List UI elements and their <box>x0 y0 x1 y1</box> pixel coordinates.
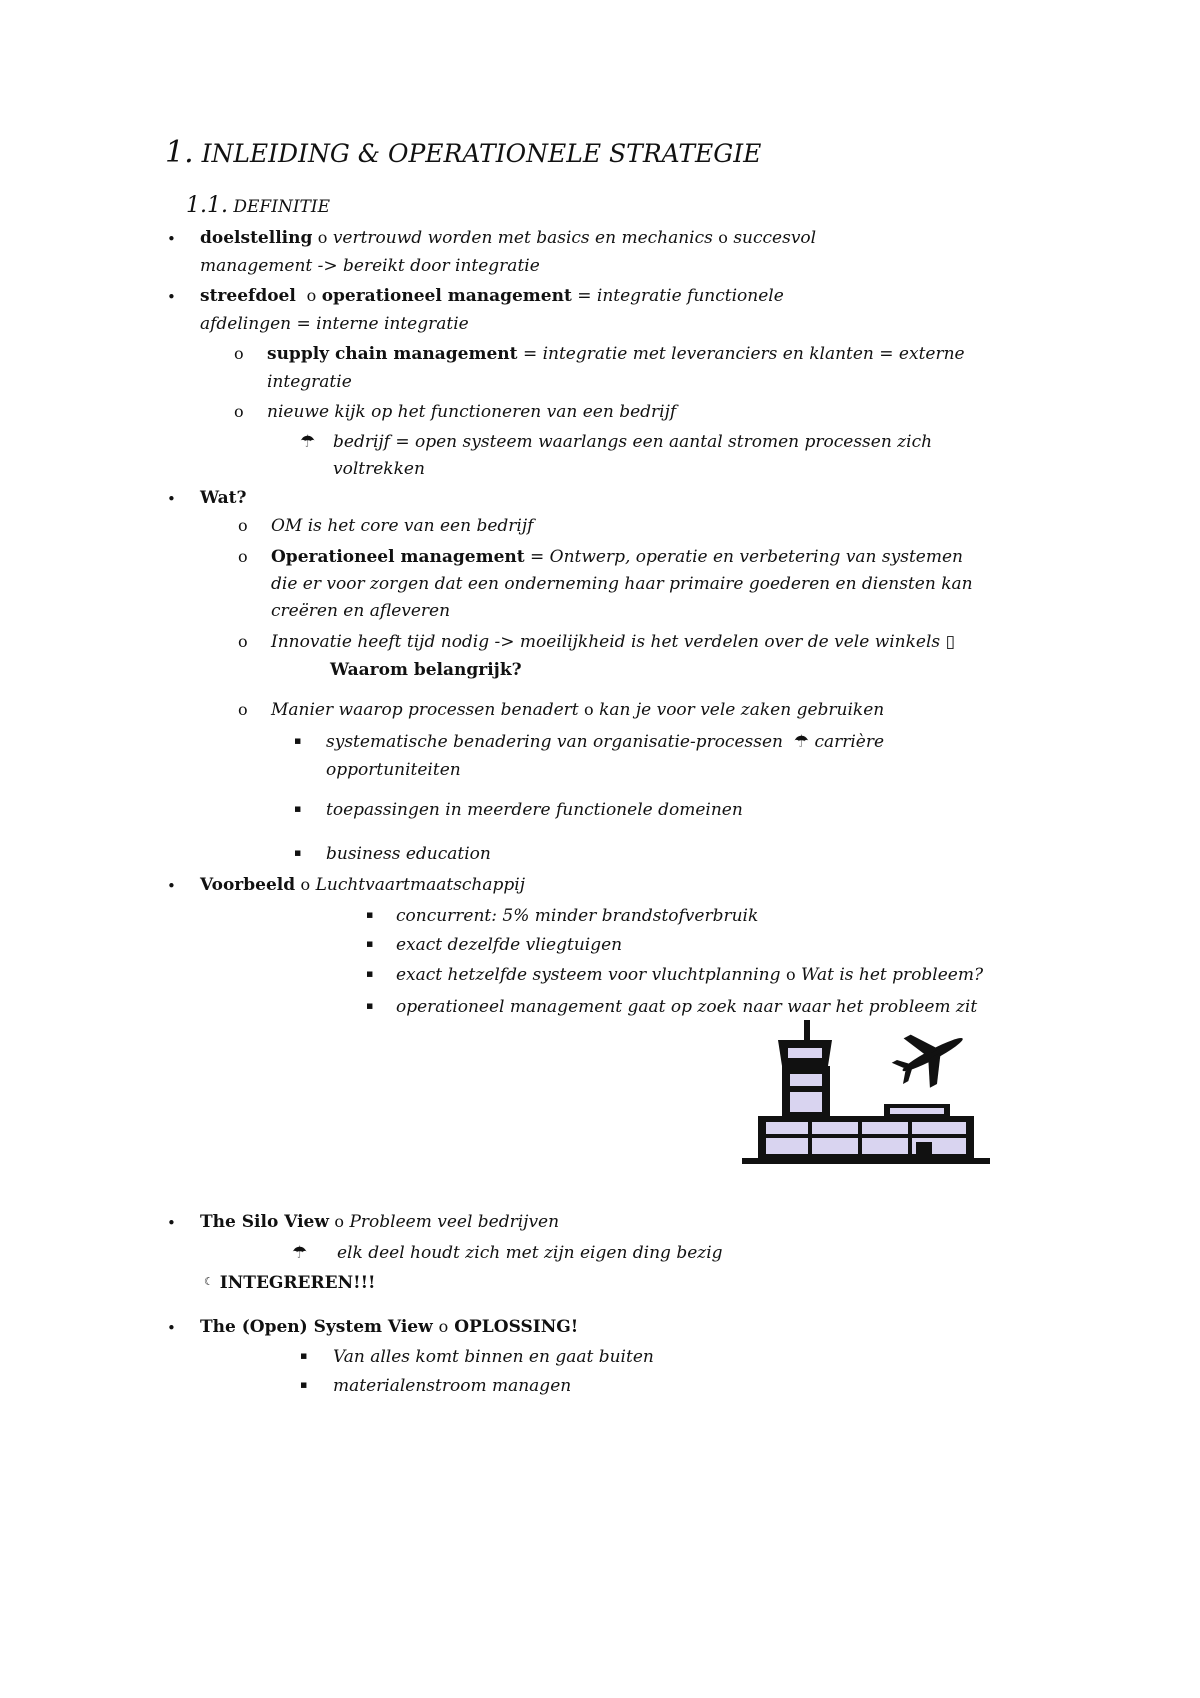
heading-text: INLEIDING & OPERATIONELE STRATEGIE <box>201 139 762 168</box>
term-label: INTEGREREN!!! <box>219 1273 376 1293</box>
item-text-continued: opportuniteiten <box>326 760 461 780</box>
item-text-continued: die er voor zorgen dat een onderneming haar primaire goederen en diensten kan <box>271 574 973 594</box>
item-text: vertrouwd worden met basics en mechanics <box>332 228 713 248</box>
term-label: doelstelling <box>200 228 313 248</box>
bullet-icon: • <box>167 490 176 508</box>
item-text: Manier waarop processen benadert <box>271 700 579 720</box>
list-item-operationeel <box>271 547 963 567</box>
list-item-doelstelling <box>200 228 816 248</box>
item-text-continued: management -> bereikt door integratie <box>200 256 540 276</box>
list-item-systeem <box>396 965 983 985</box>
square-bullet-icon: ▪ <box>366 908 374 921</box>
item-text: kan je voor vele zaken gebruiken <box>599 700 885 720</box>
item-text: succesvol <box>733 228 817 248</box>
circle-bullet-icon: o <box>785 965 796 984</box>
list-item-integreren <box>204 1272 376 1293</box>
list-item-toepassingen: toepassingen in meerdere functionele domeinen <box>326 800 743 820</box>
list-item-systematische <box>326 732 884 752</box>
circle-bullet-icon: o <box>317 228 328 247</box>
square-bullet-icon: ▪ <box>366 937 374 950</box>
missing-glyph-icon: ▯ <box>945 632 955 652</box>
square-bullet-icon: ▪ <box>366 967 374 980</box>
term-label: OPLOSSING! <box>454 1317 579 1337</box>
subheading-number: 1.1. <box>186 193 228 218</box>
item-text: = Ontwerp, operatie en verbetering van systemen <box>530 547 963 567</box>
square-bullet-icon: ▪ <box>294 734 302 747</box>
airport-airplane-icon <box>740 1018 1000 1168</box>
square-bullet-icon: ▪ <box>366 999 374 1012</box>
circle-bullet-icon: o <box>438 1317 449 1336</box>
circle-bullet-icon: o <box>334 1212 345 1231</box>
bullet-icon: • <box>167 288 176 306</box>
item-text: carrière <box>814 732 885 752</box>
term-label: operationeel management <box>321 286 572 306</box>
item-text-continued: creëren en afleveren <box>271 601 451 621</box>
square-bullet-icon: ▪ <box>300 1378 308 1391</box>
bullet-icon: • <box>167 1214 176 1232</box>
arrow-icon: ☾ <box>204 1275 214 1288</box>
list-item-scm <box>267 344 965 364</box>
list-item-waarom: Waarom belangrijk? <box>330 660 522 680</box>
list-item-bedrijf: bedrijf = open systeem waarlangs een aantal stromen processen zich <box>333 432 933 452</box>
list-item-om-zoek: operationeel management gaat op zoek naar waar het probleem zit <box>396 997 978 1017</box>
list-item-vliegtuigen: exact dezelfde vliegtuigen <box>396 935 623 955</box>
circle-bullet-icon: o <box>238 632 248 651</box>
term-label: Operationeel management <box>271 547 525 567</box>
list-item-kijk: nieuwe kijk op het functioneren van een bedrijf <box>267 402 677 422</box>
list-item-om-core: OM is het core van een bedrijf <box>271 516 534 536</box>
circle-bullet-icon: o <box>306 286 317 305</box>
circle-bullet-icon: o <box>238 547 248 566</box>
item-text: Probleem veel bedrijven <box>349 1212 560 1232</box>
circle-bullet-icon: o <box>718 228 728 247</box>
bullet-icon: • <box>167 1319 176 1337</box>
item-text-continued: voltrekken <box>333 459 425 479</box>
list-item-open-system <box>200 1317 578 1337</box>
item-text: Wat is het probleem? <box>800 965 984 985</box>
subheading-text: DEFINITIE <box>233 197 330 217</box>
list-item-silo-detail: elk deel houdt zich met zijn eigen ding bezig <box>337 1243 723 1263</box>
term-label: The (Open) System View <box>200 1317 433 1337</box>
list-item-voorbeeld <box>200 875 525 895</box>
list-item-manier <box>271 700 884 720</box>
umbrella-icon: ☂ <box>292 1243 308 1263</box>
item-text: = integratie functionele <box>577 286 784 306</box>
list-item-concurrent: concurrent: 5% minder brandstofverbruik <box>396 906 759 926</box>
list-item-wat: Wat? <box>200 488 247 508</box>
term-label: streefdoel <box>200 286 296 306</box>
umbrella-icon: ☂ <box>793 732 810 752</box>
term-label: Voorbeeld <box>200 875 296 895</box>
circle-bullet-icon: o <box>300 875 311 894</box>
square-bullet-icon: ▪ <box>300 1349 308 1362</box>
circle-bullet-icon: o <box>238 700 248 719</box>
circle-bullet-icon: o <box>238 516 248 535</box>
item-text-continued: integratie <box>267 372 352 392</box>
heading-number: 1. <box>165 135 194 170</box>
item-text: Innovatie heeft tijd nodig -> moeilijkheid is het verdelen over de vele winkels <box>271 632 941 652</box>
item-text: exact hetzelfde systeem voor vluchtplanning <box>396 965 781 985</box>
bullet-icon: • <box>167 230 176 248</box>
circle-bullet-icon: o <box>584 700 594 719</box>
circle-bullet-icon: o <box>234 402 244 421</box>
circle-bullet-icon: o <box>234 344 244 363</box>
umbrella-icon: ☂ <box>300 432 316 452</box>
bullet-icon: • <box>167 877 176 895</box>
list-item-streefdoel <box>200 286 784 306</box>
item-text-continued: afdelingen = interne integratie <box>200 314 469 334</box>
term-label: supply chain management <box>267 344 518 364</box>
item-text: Luchtvaartmaatschappij <box>315 875 525 895</box>
square-bullet-icon: ▪ <box>294 846 302 859</box>
term-label: The Silo View <box>200 1212 329 1232</box>
item-text: systematische benadering van organisatie-processen <box>326 732 783 752</box>
section-title <box>186 193 330 218</box>
list-item-van-alles: Van alles komt binnen en gaat buiten <box>333 1347 654 1367</box>
square-bullet-icon: ▪ <box>294 802 302 815</box>
list-item-silo-view <box>200 1212 559 1232</box>
page-title <box>165 135 761 170</box>
item-text: = integratie met leveranciers en klanten = externe <box>522 344 965 364</box>
list-item-business: business education <box>326 844 491 864</box>
list-item-innovatie <box>271 632 955 652</box>
list-item-materialenstroom: materialenstroom managen <box>333 1376 572 1396</box>
